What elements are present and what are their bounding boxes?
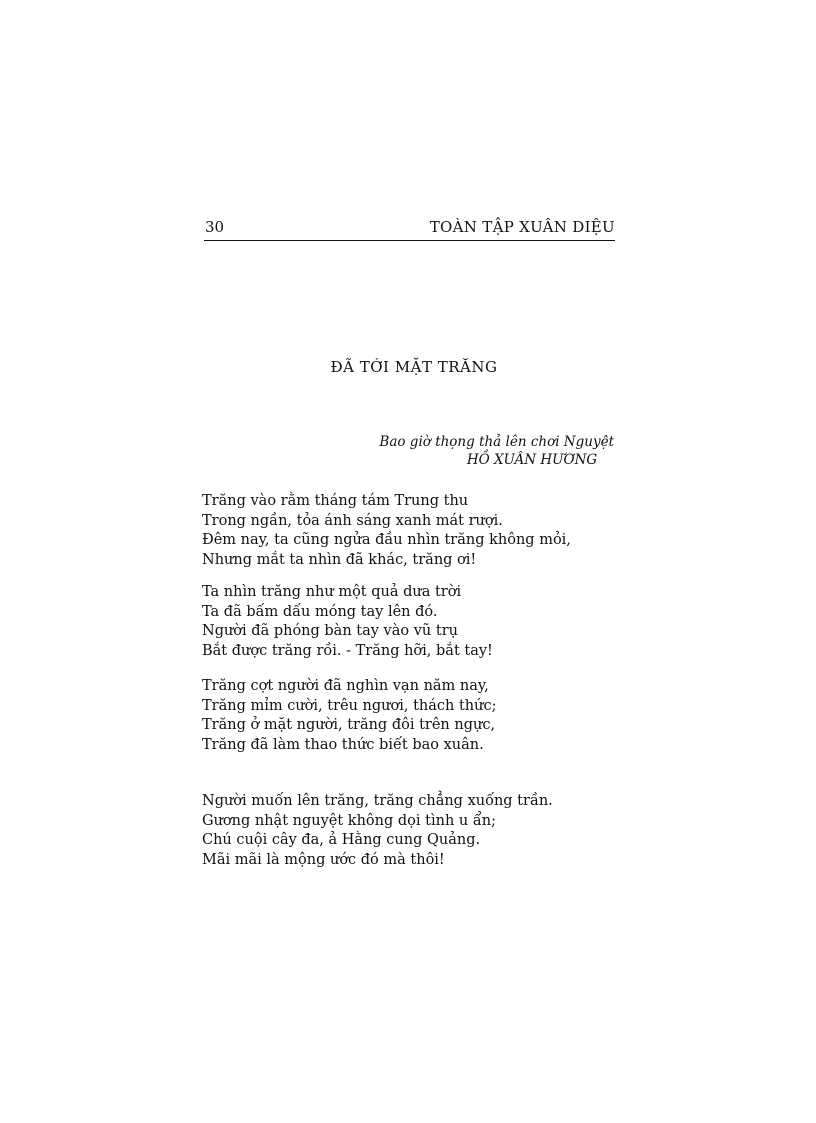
poem-line: Người muốn lên trăng, trăng chẳng xuống trần. xyxy=(202,793,553,809)
page-number: 30 xyxy=(205,218,225,236)
poem-line: Trong ngần, tỏa ánh sáng xanh mát rượi. xyxy=(202,512,503,529)
poem-line: Chú cuội cây đa, ả Hằng cung Quảng. xyxy=(202,832,481,848)
poem-line: Ta nhìn trăng như một quả dưa trời xyxy=(202,584,462,600)
stanza-3 xyxy=(202,677,497,755)
poem-line: Trăng ở mặt người, trăng đôi trên ngực, xyxy=(202,717,496,733)
poem-line: Trăng cợt người đã nghìn vạn năm nay, xyxy=(202,678,489,694)
stanza-2 xyxy=(202,583,493,661)
poem-line: Mãi mãi là mộng ước đó mà thôi! xyxy=(202,851,445,868)
epigraph-quote: Bao giờ thọng thả lên chơi Nguyệt xyxy=(379,434,614,450)
epigraph xyxy=(370,433,614,469)
stanza-1 xyxy=(202,492,571,570)
poem-line: Gương nhật nguyệt không dọi tình u ẩn; xyxy=(202,812,496,829)
epigraph-author: HỒ XUÂN HƯƠNG xyxy=(466,452,598,468)
poem-line: Nhưng mắt ta nhìn đã khác, trăng ơi! xyxy=(202,551,477,568)
poem-line: Đêm nay, ta cũng ngửa đầu nhìn trăng không mỏi, xyxy=(202,532,571,548)
poem-line: Trăng vào rằm tháng tám Trung thu xyxy=(202,493,469,509)
poem-line: Ta đã bấm dấu móng tay lên đó. xyxy=(202,603,438,620)
page-header xyxy=(204,216,615,241)
stanza-4 xyxy=(202,792,553,870)
poem-line: Bắt được trăng rồi. - Trăng hỡi, bắt tay! xyxy=(202,642,493,659)
poem-line: Trăng mỉm cười, trêu ngươi, thách thức; xyxy=(202,697,497,714)
running-title: TOÀN TẬP XUÂN DIỆU xyxy=(429,218,615,236)
poem-line: Người đã phóng bàn tay vào vũ trụ xyxy=(202,623,458,639)
poem-line: Trăng đã làm thao thức biết bao xuân. xyxy=(202,736,484,753)
poem-title: ĐÃ TỚI MẶT TRĂNG xyxy=(330,358,498,376)
